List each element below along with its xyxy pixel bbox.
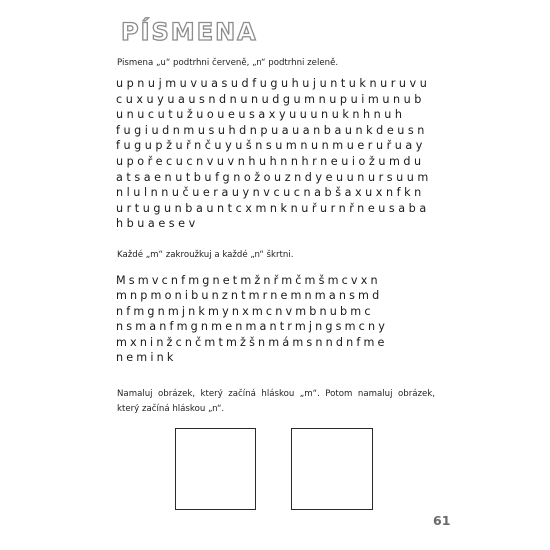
drawing-box-m[interactable] [175, 428, 256, 510]
letter-row: urtugunbauntcxmnknuřurnřneusaba [116, 201, 430, 215]
letter-row: nlulnnučuerauynvcucnabšaxuxnfkn [116, 186, 425, 200]
exercise-3-instruction: Namaluj obrázek, který začíná hláskou „m“. Potom namaluj obrázek, který začíná hláskou „n“. [117, 389, 435, 414]
letter-row: hbuaesev [116, 217, 199, 231]
letter-row: atsaenutbufgnožouzndyeuunursuum [116, 170, 432, 184]
letter-row: upnujmuvuasudfuguhujuntuknuruvu [116, 77, 431, 90]
exercise-2-instruction: Každé „m“ zakroužkuj a každé „n“ škrtni. [117, 250, 294, 260]
letter-row: nfmgnmjnkmynxmcnvmbnubmc [116, 304, 374, 318]
letter-row: fugiudnmusuhdnpuauanbaunkdeusn [116, 123, 428, 137]
page-title: PÍSMENA [121, 18, 258, 46]
letter-row: mnpmonibunzntmrnemnmansmd [116, 289, 383, 303]
letter-row: cuxuyuausndnunudgumnupuimunub [116, 92, 425, 106]
exercise-1-letter-grid [116, 76, 432, 232]
page-number: 61 [433, 513, 451, 528]
letter-row: nemink [116, 350, 177, 364]
letter-row: Msmvcnfmgnetmžnřmčmšmcvxn [116, 274, 381, 287]
letter-row: unucutužuoueusaxyuuunuknhnuh [116, 108, 406, 122]
letter-row: mxninžcnčmtmžšnmámsnndnfme [116, 335, 388, 349]
drawing-box-n[interactable] [291, 428, 373, 510]
letter-row: nsmanfmgnmenmantrmjngsmcny [116, 320, 388, 334]
exercise-1-instruction: Pismena „u“ podtrhni červeně, „n“ podtrhni zeleně. [117, 58, 339, 68]
exercise-2-letter-grid [116, 273, 388, 365]
letter-row: upořecucnvuvnhuhnnhrneuiožumdu [116, 154, 425, 168]
letter-row: fugupžuřnčuyušnsumnunmueruřuay [116, 139, 426, 153]
